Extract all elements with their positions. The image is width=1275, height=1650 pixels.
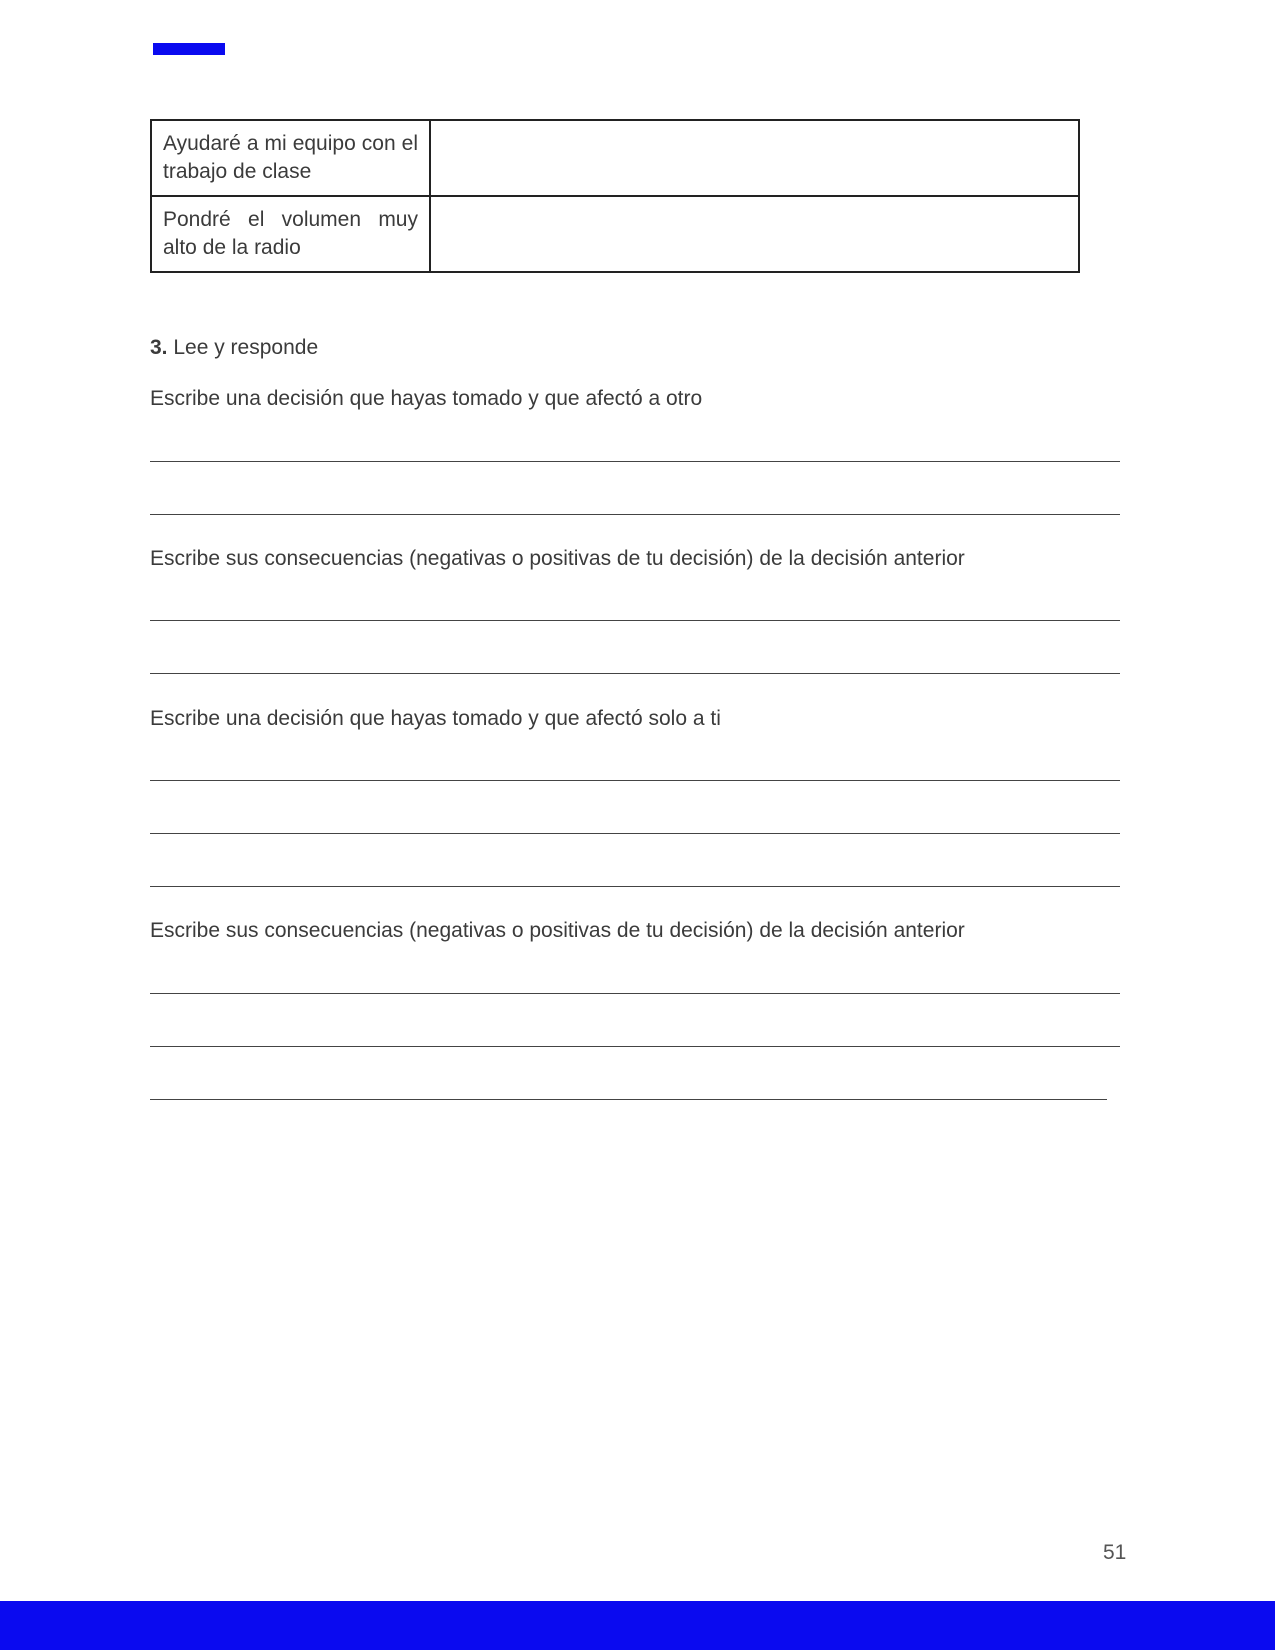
section-title: Lee y responde (167, 336, 319, 359)
table-row-label: Ayudaré a mi equipo con el trabajo de clase (151, 120, 430, 196)
answer-line[interactable] (150, 514, 1120, 515)
answer-line[interactable] (150, 993, 1120, 994)
answer-line[interactable] (150, 1046, 1120, 1047)
question-prompt-2: Escribe sus consecuencias (negativas o positivas de tu decisión) de la decisión anterior (150, 547, 965, 570)
answer-line[interactable] (150, 1099, 1107, 1100)
table-row-answer[interactable] (430, 120, 1079, 196)
question-prompt-4: Escribe sus consecuencias (negativas o positivas de tu decisión) de la decisión anterior (150, 919, 965, 942)
answer-line[interactable] (150, 461, 1120, 462)
table-row-label: Pondré el volumen muy alto de la radio (151, 196, 430, 272)
page-number: 51 (1103, 1541, 1127, 1564)
answer-line[interactable] (150, 673, 1120, 674)
section-number: 3. (150, 336, 168, 359)
question-prompt-1: Escribe una decisión que hayas tomado y que afectó a otro (150, 387, 703, 410)
answer-line[interactable] (150, 780, 1120, 781)
question-prompt-3: Escribe una decisión que hayas tomado y que afectó solo a ti (150, 707, 721, 730)
top-accent-bar (153, 43, 225, 55)
activity-table (150, 119, 1080, 273)
table-row (151, 196, 1079, 272)
answer-line[interactable] (150, 833, 1120, 834)
section-heading (150, 334, 318, 362)
table-row-answer[interactable] (430, 196, 1079, 272)
table-row (151, 120, 1079, 196)
answer-line[interactable] (150, 620, 1120, 621)
answer-line[interactable] (150, 886, 1120, 887)
bottom-accent-band (0, 1601, 1275, 1650)
